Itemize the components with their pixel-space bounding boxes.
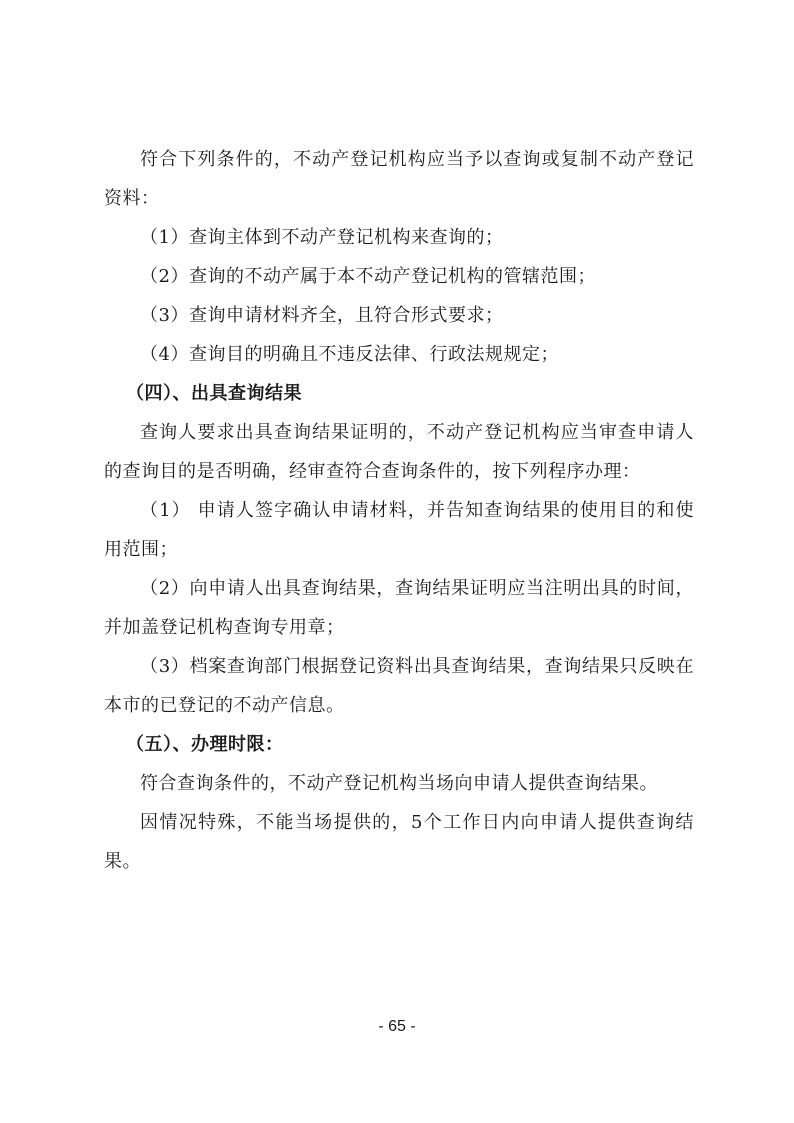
paragraph-time-limit-2: 因情况特殊，不能当场提供的，5个工作日内向申请人提供查询结果。 [104, 812, 694, 872]
paragraph-step-3: （3）档案查询部门根据登记资料出具查询结果，查询结果只反映在本市的已登记的不动产信息。 [104, 656, 694, 716]
paragraph-step-1: （1） 申请人签字确认申请材料，并告知查询结果的使用目的和使用范围； [104, 500, 694, 560]
paragraph-time-limit-1: 符合查询条件的，不动产登记机构当场向申请人提供查询结果。 [140, 773, 658, 794]
paragraph-condition-2: （2）查询的不动产属于本不动产登记机构的管辖范围； [140, 266, 596, 287]
paragraph-conditions-intro: 符合下列条件的，不动产登记机构应当予以查询或复制不动产登记资料： [104, 149, 694, 209]
paragraph-result-request: 查询人要求出具查询结果证明的，不动产登记机构应当审查申请人的查询目的是否明确，经审查符合查询条件的，按下列程序办理： [104, 422, 694, 482]
section-heading-issue-results: （四）、出具查询结果 [126, 383, 302, 404]
paragraph-step-2: （2）向申请人出具查询结果，查询结果证明应当注明出具的时间，并加盖登记机构查询专用章； [104, 578, 694, 638]
section-heading-time-limit: （五）、办理时限： [126, 734, 284, 755]
paragraph-condition-1: （1）查询主体到不动产登记机构来查询的； [140, 227, 504, 248]
page-number: - 65 - [378, 1018, 416, 1035]
paragraph-condition-4: （4）查询目的明确且不违反法律、行政法规规定； [140, 344, 559, 365]
document-body [104, 140, 694, 881]
paragraph-condition-3: （3）查询申请材料齐全，且符合形式要求； [140, 305, 504, 326]
